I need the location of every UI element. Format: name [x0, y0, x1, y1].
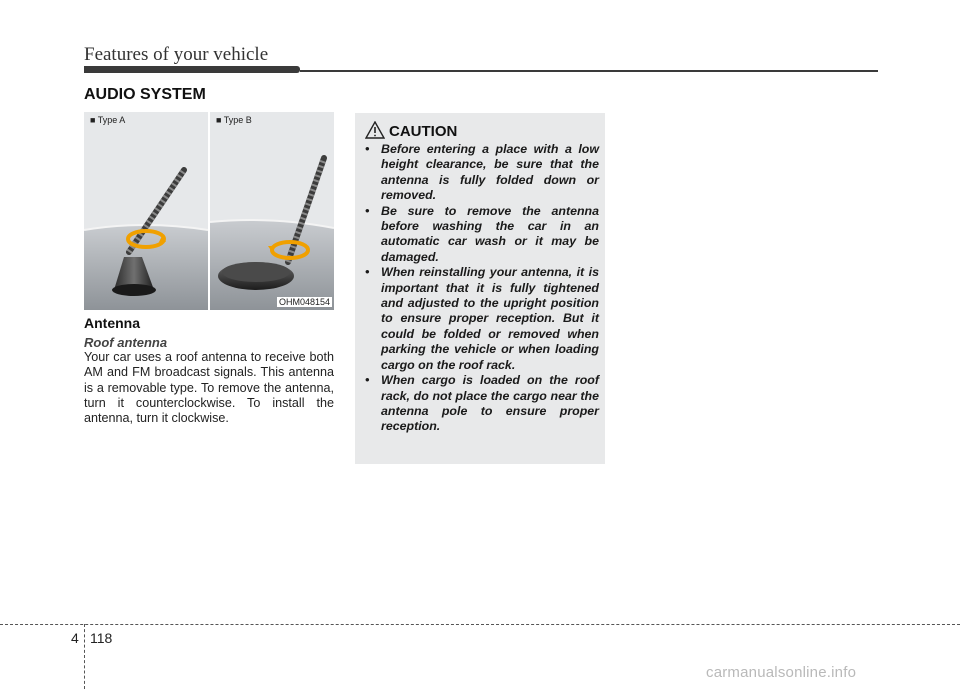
caution-item: • When reinstalling your antenna, it is important that it is fully tightened and adjusted to the upright position to ensure proper reception. But it could be folded or removed when parking the vehicle or when loading cargo on the roof rack.: [365, 265, 599, 372]
antenna-heading: Antenna: [84, 315, 140, 331]
caution-title: CAUTION: [389, 123, 458, 140]
antenna-figure-type-a: [84, 112, 208, 310]
antenna-figure-type-b: [210, 112, 334, 310]
footer-divider: [84, 624, 85, 689]
warning-triangle-icon: [365, 121, 385, 139]
header-bar: [84, 66, 300, 73]
section-title: AUDIO SYSTEM: [84, 86, 206, 103]
chapter-number: 4: [71, 630, 79, 646]
antenna-body-text: Your car uses a roof antenna to receive both AM and FM broadcast signals. This antenna is a removable type. To remove the antenna, turn it counterclockwise. To install the antenna, turn it clockwise.: [84, 350, 334, 426]
roof-antenna-subheading: Roof antenna: [84, 335, 168, 350]
type-b-label: ■ Type B: [216, 115, 252, 125]
caution-item: • Before entering a place with a low height clearance, be sure that the antenna is fully folded down or removed.: [365, 142, 599, 203]
header-rule: [300, 70, 878, 72]
figure-code: OHM048154: [278, 297, 330, 307]
page-number: 118: [90, 630, 113, 646]
antenna-type-b-illustration: [210, 112, 334, 310]
caution-item: • When cargo is loaded on the roof rack, do not place the cargo near the antenna pole to ensure proper reception.: [365, 373, 599, 434]
antenna-type-a-illustration: [84, 112, 208, 310]
type-a-label: ■ Type A: [90, 115, 126, 125]
page-header-title: Features of your vehicle: [84, 44, 269, 65]
watermark: carmanualsonline.info: [706, 664, 857, 681]
caution-item: • Be sure to remove the antenna before washing the car in an automatic car wash or it may be damaged.: [365, 203, 599, 264]
caution-list: [365, 142, 599, 435]
footer-rule: [0, 624, 960, 625]
caution-box: [355, 113, 605, 464]
